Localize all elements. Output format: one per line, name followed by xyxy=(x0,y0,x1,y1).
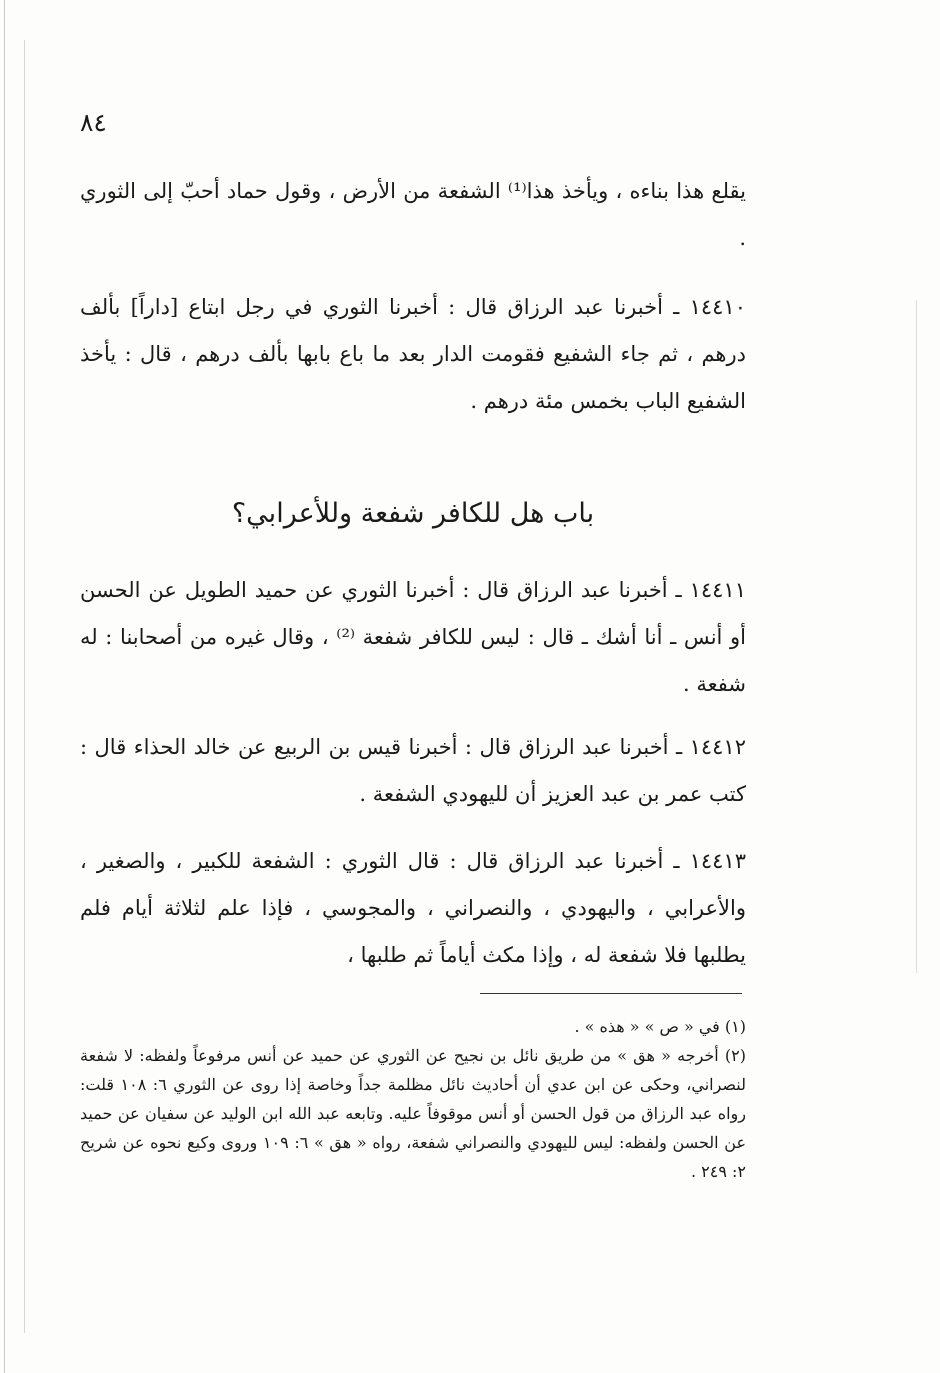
footnote-2: (٢) أخرجه « هق » من طريق نائل بن نجيح عن الثوري عن حميد عن أنس مرفوعاً ولفظه: لا شفعة لنصراني، وحكى عن ابن عدي أن أحاديث نائل مظلمة جداً وخاصة إذا روى عن الثوري ٦: ١٠٨ قلت: رواه عبد الرزاق من قول الحسن أو أنس موقوفاً عليه. وتابعه عبد الله ابن الوليد عن سفيان عن حميد عن الحسن ولفظه: ليس لليهودي والنصراني شفعة، رواه « هق » ٦: ١٠٩ وروى وكيع نحوه عن شريح ٢: ٢٤٩ . xyxy=(80,1046,746,1181)
paragraph-14410: ١٤٤١٠ ـ أخبرنا عبد الرزاق قال : أخبرنا الثوري في رجل ابتاع [داراً] بألف درهم ، ثم جاء الشفيع فقومت الدار بعد ما باع بابها بألف درهم ، قال : يأخذ الشفيع الباب بخمس مئة درهم . xyxy=(80,295,746,413)
footnote-separator xyxy=(480,993,742,994)
footnotes xyxy=(80,1012,746,1186)
paragraph-14412: ١٤٤١٢ ـ أخبرنا عبد الرزاق قال : أخبرنا قيس بن الربيع عن خالد الحذاء قال : كتب عمر بن عبد العزيز أن لليهودي الشفعة . xyxy=(80,735,746,806)
scan-edge-line xyxy=(24,40,25,1333)
footnote-1: (١) في « ص » « هذه » . xyxy=(574,1017,746,1036)
page-number-container xyxy=(80,108,746,137)
scan-edge-line xyxy=(916,300,917,973)
paragraph-14411: ١٤٤١١ ـ أخبرنا عبد الرزاق قال : أخبرنا الثوري عن حميد الطويل عن الحسن أو أنس ـ أنا أشك ـ قال : ليس للكافر شفعة ⁽²⁾ ، وقال غيره من أصحابنا : له شفعة . xyxy=(80,578,747,696)
scan-edge-line xyxy=(4,0,5,1373)
paragraph-14413: ١٤٤١٣ ـ أخبرنا عبد الرزاق قال : قال الثوري : الشفعة للكبير ، والصغير ، والأعرابي ، واليهودي ، والنصراني ، والمجوسي ، فإذا علم لثلاثة أيام فلم يطلبها فلا شفعة له ، وإذا مكث أياماً ثم طلبها ، xyxy=(80,849,746,967)
page-number: ٨٤ xyxy=(80,108,107,137)
section-heading: باب هل للكافر شفعة وللأعرابي؟ xyxy=(231,498,595,529)
paragraph-continuation: يقلع هذا بناءه ، ويأخذ هذا⁽¹⁾ الشفعة من الأرض ، وقول حماد أحبّ إلى الثوري . xyxy=(80,179,746,250)
